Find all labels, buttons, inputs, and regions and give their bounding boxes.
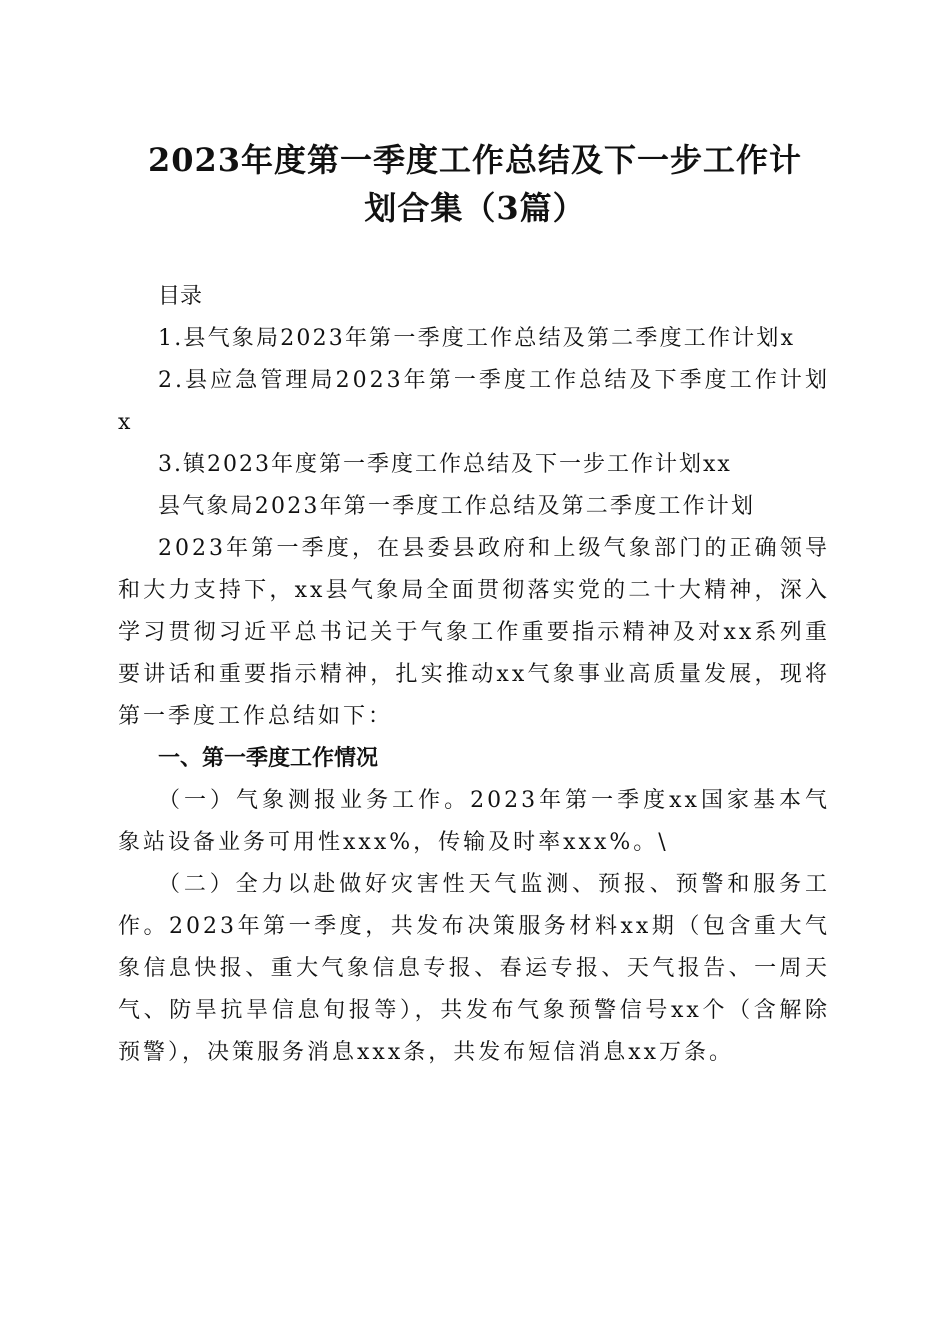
toc-item-2: 2.县应急管理局2023年第一季度工作总结及下季度工作计划x: [118, 368, 830, 435]
document-body: [118, 276, 830, 1074]
article-title: 县气象局2023年第一季度工作总结及第二季度工作计划: [158, 494, 756, 519]
toc-item-3: 3.镇2023年度第一季度工作总结及下一步工作计划xx: [158, 452, 732, 477]
item-paragraph-1: （一）气象测报业务工作。2023年第一季度xx国家基本气象站设备业务可用性xxx%，传输及时率xxx%。\: [118, 788, 830, 855]
item-paragraph-2: （二）全力以赴做好灾害性天气监测、预报、预警和服务工作。2023年第一季度，共发布决策服务材料xx期（包含重大气象信息快报、重大气象信息专报、春运专报、天气报告、一周天气、防旱抗旱信息旬报等），共发布气象预警信号xx个（含解除预警），决策服务消息xxx条，共发布短信消息xx万条。: [118, 872, 830, 1065]
document-title-line-1: 2023年度第一季度工作总结及下一步工作计: [147, 141, 803, 179]
section-heading-1: 一、第一季度工作情况: [158, 746, 379, 771]
document-title-line-2: 划合集（3篇）: [364, 189, 586, 227]
toc-label: 目录: [158, 284, 203, 309]
intro-paragraph: 2023年第一季度，在县委县政府和上级气象部门的正确领导和大力支持下，xx县气象局全面贯彻落实党的二十大精神，深入学习贯彻习近平总书记关于气象工作重要指示精神及对xx系列重要讲话和重要指示精神，扎实推动xx气象事业高质量发展，现将第一季度工作总结如下：: [118, 536, 830, 729]
toc-item-1: 1.县气象局2023年第一季度工作总结及第二季度工作计划x: [158, 326, 796, 351]
document-title: [100, 136, 850, 232]
